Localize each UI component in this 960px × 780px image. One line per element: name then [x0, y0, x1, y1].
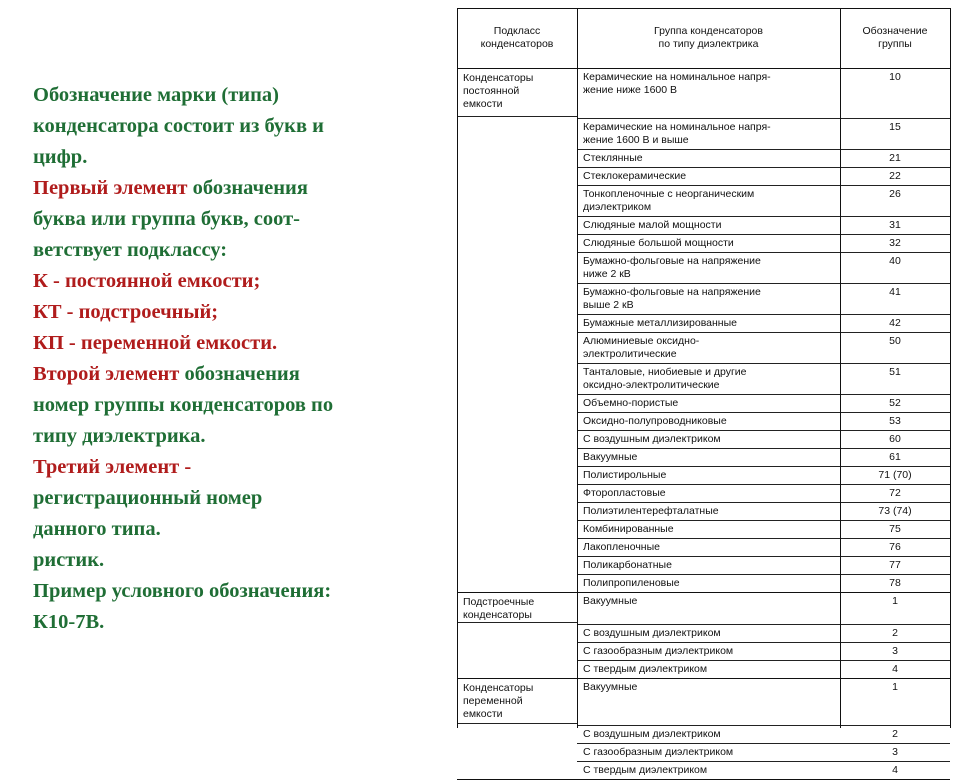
- subclass-label-line: емкости: [463, 98, 503, 110]
- subclass-label-line: Конденсаторы: [463, 682, 534, 694]
- table-rule: [577, 466, 950, 467]
- group-cell-line: Слюдяные большой мощности: [583, 237, 734, 249]
- header-code-line: Обозначение: [862, 25, 928, 37]
- group-code: 15: [889, 121, 901, 133]
- group-cell-line: С воздушным диэлектриком: [583, 433, 721, 445]
- group-cell: [583, 255, 761, 281]
- group-cell-line: С газообразным диэлектриком: [583, 746, 734, 758]
- group-cell-line: Керамические на номинальное напря-: [583, 121, 771, 133]
- group-code: 2: [892, 728, 898, 740]
- header-group-line: Группа конденсаторов: [654, 25, 763, 37]
- table-rule: [577, 216, 950, 217]
- table-rule: [577, 574, 950, 575]
- text-fragment: Пример условного обозначения:: [33, 580, 332, 602]
- group-cell-line: Танталовые, ниобиевые и другие: [583, 366, 747, 378]
- group-code: 52: [889, 397, 901, 409]
- subclass-label: [463, 596, 534, 622]
- table-rule: [457, 723, 577, 724]
- group-cell-line: Вакуумные: [583, 595, 638, 607]
- group-cell: [583, 219, 721, 232]
- text-fragment: Третий элемент -: [33, 456, 192, 478]
- text-fragment: ристик.: [33, 549, 105, 571]
- table-rule: [577, 332, 950, 333]
- table-rule: [577, 761, 950, 762]
- group-cell: [583, 433, 721, 446]
- description-text: [33, 80, 438, 638]
- table-rule: [457, 68, 950, 69]
- group-cell: [583, 397, 678, 410]
- text-fragment: данного типа.: [33, 518, 161, 540]
- group-cell-line: Полистирольные: [583, 469, 667, 481]
- group-cell: [583, 505, 719, 518]
- group-cell-line: С воздушным диэлектриком: [583, 728, 721, 740]
- table-rule: [577, 363, 950, 364]
- group-code: 32: [889, 237, 901, 249]
- group-cell: [583, 170, 686, 183]
- group-cell: [583, 237, 734, 250]
- text-line: [33, 607, 438, 638]
- group-cell-line: Бумажные металлизированные: [583, 317, 737, 329]
- group-cell-line: Бумажно-фольговые на напряжение: [583, 255, 761, 267]
- group-cell-line: ниже 2 кВ: [583, 268, 631, 280]
- group-cell: [583, 152, 643, 165]
- text-fragment: обозначения: [187, 177, 308, 199]
- group-cell-line: Полипропиленовые: [583, 577, 680, 589]
- table-column-rule: [840, 8, 841, 728]
- table-rule: [577, 556, 950, 557]
- text-line: [33, 359, 438, 390]
- table-rule: [577, 412, 950, 413]
- text-line: [33, 545, 438, 576]
- group-code: 31: [889, 219, 901, 231]
- text-line: [33, 173, 438, 204]
- table-rule: [577, 252, 950, 253]
- group-code: 21: [889, 152, 901, 164]
- group-code: 22: [889, 170, 901, 182]
- group-cell-line: Тонкопленочные с неорганическим: [583, 188, 755, 200]
- group-code: 3: [892, 645, 898, 657]
- text-line: [33, 421, 438, 452]
- header-subclass-line: конденсаторов: [480, 38, 554, 50]
- header-group: [577, 25, 840, 51]
- table-rule: [577, 642, 950, 643]
- table-rule: [457, 622, 577, 623]
- group-cell-line: Стеклянные: [583, 152, 643, 164]
- group-cell-line: жение 1600 В и выше: [583, 134, 689, 146]
- header-group-line: по типу диэлектрика: [658, 38, 759, 50]
- table-rule: [577, 149, 950, 150]
- group-cell: [583, 577, 680, 590]
- group-code: 3: [892, 746, 898, 758]
- group-cell: [583, 746, 733, 759]
- group-cell: [583, 764, 707, 777]
- group-code: 76: [889, 541, 901, 553]
- header-code: [840, 25, 950, 51]
- group-cell-line: Объемно-пористые: [583, 397, 679, 409]
- group-code: 60: [889, 433, 901, 445]
- text-line: [33, 452, 438, 483]
- group-cell: [583, 71, 771, 97]
- group-cell: [583, 469, 666, 482]
- group-code: 75: [889, 523, 901, 535]
- table-rule: [457, 592, 950, 593]
- group-code: 72: [889, 487, 901, 499]
- table-column-rule: [950, 8, 951, 728]
- text-fragment: конденсатора состоит из букв и: [33, 115, 324, 137]
- text-fragment: цифр.: [33, 146, 88, 168]
- table-rule: [577, 743, 950, 744]
- group-cell: [583, 487, 666, 500]
- text-line: [33, 266, 438, 297]
- text-line: [33, 390, 438, 421]
- table-rule: [577, 502, 950, 503]
- table-rule: [577, 484, 950, 485]
- text-line: [33, 80, 438, 111]
- group-cell-line: выше 2 кВ: [583, 299, 634, 311]
- group-cell: [583, 728, 721, 741]
- group-cell-line: С воздушным диэлектриком: [583, 627, 721, 639]
- capacitor-group-table: [457, 8, 950, 776]
- text-fragment: Первый элемент: [33, 177, 188, 199]
- group-cell-line: С твердым диэлектриком: [583, 663, 708, 675]
- group-cell: [583, 366, 747, 392]
- group-code: 2: [892, 627, 898, 639]
- table-column-rule: [457, 8, 458, 728]
- group-cell-line: Фторопластовые: [583, 487, 666, 499]
- group-cell-line: электролитические: [583, 348, 677, 360]
- table-rule: [457, 116, 577, 117]
- table-rule: [577, 448, 950, 449]
- text-fragment: КТ - подстроечный;: [33, 301, 219, 323]
- group-cell-line: оксидно-электролитические: [583, 379, 720, 391]
- text-line: [33, 576, 438, 607]
- group-cell: [583, 627, 721, 640]
- text-line: [33, 111, 438, 142]
- group-cell: [583, 663, 707, 676]
- table-rule: [577, 314, 950, 315]
- text-fragment: номер группы конденсаторов по: [33, 394, 334, 416]
- text-line: [33, 483, 438, 514]
- text-line: [33, 204, 438, 235]
- group-code: 41: [889, 286, 901, 298]
- text-fragment: Второй элемент: [33, 363, 180, 385]
- table-rule: [577, 660, 950, 661]
- group-cell-line: жение ниже 1600 В: [583, 84, 678, 96]
- header-subclass-line: Подкласс: [493, 25, 541, 37]
- group-cell-line: Стеклокерамические: [583, 170, 687, 182]
- subclass-label-line: конденсаторы: [463, 609, 532, 621]
- group-cell: [583, 317, 737, 330]
- text-fragment: Обозначение марки (типа): [33, 84, 279, 106]
- group-cell: [583, 681, 637, 694]
- group-code: 40: [889, 255, 901, 267]
- group-cell: [583, 451, 637, 464]
- table-rule: [577, 430, 950, 431]
- subclass-label-line: переменной: [463, 695, 523, 707]
- group-cell: [583, 121, 771, 147]
- text-fragment: регистрационный номер: [33, 487, 263, 509]
- group-cell-line: Слюдяные малой мощности: [583, 219, 722, 231]
- group-cell-line: С газообразным диэлектриком: [583, 645, 734, 657]
- text-line: [33, 235, 438, 266]
- subclass-label-line: постоянной: [463, 85, 520, 97]
- group-cell-line: Оксидно-полупроводниковые: [583, 415, 727, 427]
- table-rule: [577, 167, 950, 168]
- table-rule: [457, 678, 950, 679]
- table-rule: [577, 520, 950, 521]
- group-code: 26: [889, 188, 901, 200]
- group-code: 77: [889, 559, 901, 571]
- group-cell-line: Керамические на номинальное напря-: [583, 71, 771, 83]
- subclass-label-line: Конденсаторы: [463, 72, 534, 84]
- text-line: [33, 297, 438, 328]
- group-cell-line: Алюминиевые оксидно-: [583, 335, 700, 347]
- text-line: [33, 514, 438, 545]
- text-line: [33, 328, 438, 359]
- text-line: [33, 142, 438, 173]
- group-code: 73 (74): [878, 505, 912, 517]
- group-code: 1: [892, 595, 898, 607]
- table-rule: [577, 234, 950, 235]
- group-cell-line: Полиэтилентерефталатные: [583, 505, 719, 517]
- text-fragment: К - постоянной емкости;: [33, 270, 261, 292]
- group-code: 78: [889, 577, 901, 589]
- group-cell: [583, 541, 660, 554]
- group-cell: [583, 559, 672, 572]
- group-code: 50: [889, 335, 901, 347]
- group-code: 4: [892, 764, 898, 776]
- text-fragment: ветствует подклассу:: [33, 239, 228, 261]
- group-cell-line: Поликарбонатные: [583, 559, 672, 571]
- group-cell-line: диэлектриком: [583, 201, 652, 213]
- group-cell-line: Комбинированные: [583, 523, 674, 535]
- table-rule: [577, 725, 950, 726]
- group-cell: [583, 645, 733, 658]
- text-fragment: типу диэлектрика.: [33, 425, 206, 447]
- group-cell: [583, 415, 727, 428]
- table-rule: [457, 8, 950, 9]
- group-code: 10: [889, 71, 901, 83]
- subclass-label: [463, 682, 533, 721]
- group-cell-line: Вакуумные: [583, 681, 638, 693]
- text-fragment: буква или группа букв, соот-: [33, 208, 300, 230]
- group-cell: [583, 335, 699, 361]
- text-fragment: К10-7В.: [33, 611, 105, 633]
- text-fragment: КП - переменной емкости.: [33, 332, 278, 354]
- group-cell-line: Вакуумные: [583, 451, 638, 463]
- header-subclass: [457, 25, 577, 51]
- group-code: 42: [889, 317, 901, 329]
- group-cell: [583, 523, 674, 536]
- group-cell-line: С твердым диэлектриком: [583, 764, 708, 776]
- table-rule: [577, 185, 950, 186]
- header-code-line: группы: [878, 38, 912, 50]
- group-code: 61: [889, 451, 901, 463]
- group-code: 51: [889, 366, 901, 378]
- table-rule: [577, 118, 950, 119]
- subclass-label-line: Подстроечные: [463, 596, 535, 608]
- subclass-label-line: емкости: [463, 708, 503, 720]
- group-code: 4: [892, 663, 898, 675]
- table-column-rule: [577, 8, 578, 728]
- text-fragment: обозначения: [179, 363, 300, 385]
- group-code: 1: [892, 681, 898, 693]
- group-code: 53: [889, 415, 901, 427]
- group-code: 71 (70): [878, 469, 912, 481]
- subclass-label: [463, 72, 533, 111]
- group-cell: [583, 595, 637, 608]
- group-cell-line: Лакопленочные: [583, 541, 660, 553]
- group-cell: [583, 286, 761, 312]
- table-rule: [577, 624, 950, 625]
- table-rule: [577, 394, 950, 395]
- group-cell: [583, 188, 754, 214]
- table-rule: [577, 538, 950, 539]
- group-cell-line: Бумажно-фольговые на напряжение: [583, 286, 761, 298]
- table-rule: [577, 283, 950, 284]
